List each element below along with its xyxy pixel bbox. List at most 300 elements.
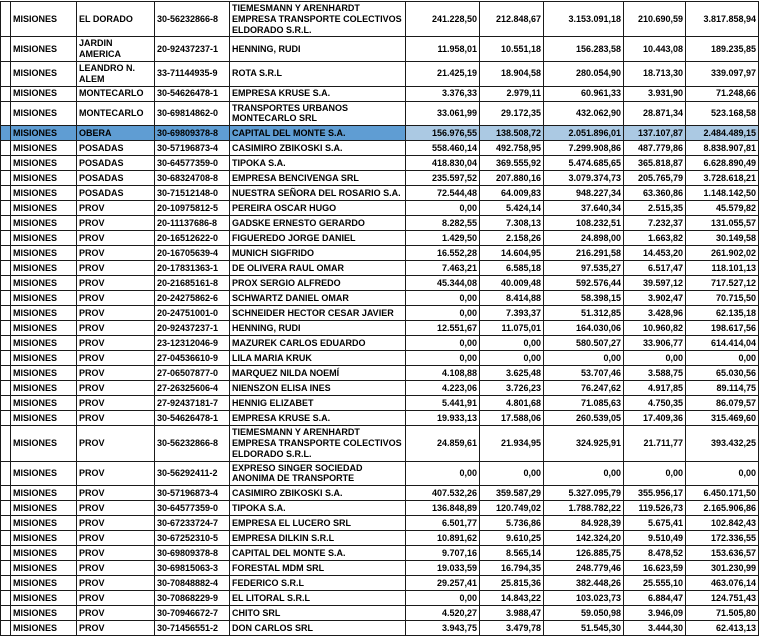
company-name-cell: CAPITAL DEL MONTE S.A. — [230, 546, 406, 561]
total-amount-cell: 62.413,13 — [686, 621, 759, 636]
amount-cell: 6.884,47 — [624, 591, 686, 606]
table-row[interactable] — [1, 141, 759, 156]
amount-cell: 3.588,75 — [624, 366, 686, 381]
row-left-margin-cell — [1, 321, 11, 336]
cuit-cell: 30-69815063-3 — [155, 561, 230, 576]
locality-cell: PROV — [77, 231, 155, 246]
amount-cell: 0,00 — [480, 351, 544, 366]
amount-cell: 136.848,89 — [406, 501, 480, 516]
amount-cell: 5.424,14 — [480, 201, 544, 216]
province-cell: MISIONES — [11, 366, 77, 381]
locality-cell: LEANDRO N. ALEM — [77, 61, 155, 86]
amount-cell: 16.794,35 — [480, 561, 544, 576]
company-name-cell: EXPRESO SINGER SOCIEDAD ANONIMA DE TRANSPORTE — [230, 461, 406, 486]
cuit-cell: 27-06507877-0 — [155, 366, 230, 381]
amount-cell: 365.818,87 — [624, 156, 686, 171]
locality-cell: OBERA — [77, 126, 155, 141]
amount-cell: 3.625,48 — [480, 366, 544, 381]
cuit-cell: 27-92437181-7 — [155, 396, 230, 411]
row-left-margin-cell — [1, 126, 11, 141]
province-cell: MISIONES — [11, 231, 77, 246]
amount-cell: 19.033,59 — [406, 561, 480, 576]
amount-cell: 76.247,62 — [544, 381, 624, 396]
row-left-margin-cell — [1, 186, 11, 201]
cuit-cell: 30-69809378-8 — [155, 126, 230, 141]
row-left-margin-cell — [1, 216, 11, 231]
amount-cell: 948.227,34 — [544, 186, 624, 201]
province-cell: MISIONES — [11, 321, 77, 336]
table-row[interactable] — [1, 546, 759, 561]
cuit-cell: 30-56232866-8 — [155, 2, 230, 37]
table-row[interactable] — [1, 216, 759, 231]
amount-cell: 64.009,83 — [480, 186, 544, 201]
locality-cell: PROV — [77, 246, 155, 261]
cuit-cell: 23-12312046-9 — [155, 336, 230, 351]
table-row[interactable] — [1, 591, 759, 606]
total-amount-cell: 315.469,60 — [686, 411, 759, 426]
cuit-cell: 30-54626478-1 — [155, 86, 230, 101]
province-cell: MISIONES — [11, 621, 77, 636]
amount-cell: 59.050,98 — [544, 606, 624, 621]
amount-cell: 212.848,67 — [480, 2, 544, 37]
cuit-cell: 27-04536610-9 — [155, 351, 230, 366]
row-left-margin-cell — [1, 156, 11, 171]
locality-cell: PROV — [77, 501, 155, 516]
amount-cell: 142.324,20 — [544, 531, 624, 546]
amount-cell: 84.928,39 — [544, 516, 624, 531]
company-name-cell: GADSKE ERNESTO GERARDO — [230, 216, 406, 231]
table-row[interactable] — [1, 186, 759, 201]
province-cell: MISIONES — [11, 561, 77, 576]
locality-cell: JARDIN AMERICA — [77, 37, 155, 62]
locality-cell: PROV — [77, 561, 155, 576]
table-row[interactable] — [1, 606, 759, 621]
table-row[interactable] — [1, 336, 759, 351]
amount-cell: 21.425,19 — [406, 61, 480, 86]
amount-cell: 39.597,12 — [624, 276, 686, 291]
amount-cell: 5.474.685,65 — [544, 156, 624, 171]
province-cell: MISIONES — [11, 276, 77, 291]
locality-cell: PROV — [77, 336, 155, 351]
company-name-cell: HENNING, RUDI — [230, 37, 406, 62]
total-amount-cell: 339.097,97 — [686, 61, 759, 86]
row-left-margin-cell — [1, 351, 11, 366]
amount-cell: 3.376,33 — [406, 86, 480, 101]
cuit-cell: 20-10975812-5 — [155, 201, 230, 216]
table-row[interactable] — [1, 231, 759, 246]
province-cell: MISIONES — [11, 201, 77, 216]
province-cell: MISIONES — [11, 291, 77, 306]
table-row[interactable] — [1, 576, 759, 591]
amount-cell: 97.535,27 — [544, 261, 624, 276]
amount-cell: 492.758,95 — [480, 141, 544, 156]
amount-cell: 8.414,88 — [480, 291, 544, 306]
province-cell: MISIONES — [11, 381, 77, 396]
locality-cell: PROV — [77, 461, 155, 486]
table-row[interactable] — [1, 261, 759, 276]
company-name-cell: HENNIG ELIZABET — [230, 396, 406, 411]
amount-cell: 29.257,41 — [406, 576, 480, 591]
amount-cell: 9.510,49 — [624, 531, 686, 546]
locality-cell: PROV — [77, 351, 155, 366]
locality-cell: PROV — [77, 306, 155, 321]
locality-cell: PROV — [77, 381, 155, 396]
row-left-margin-cell — [1, 141, 11, 156]
cuit-cell: 30-56232866-8 — [155, 426, 230, 461]
total-amount-cell: 118.101,13 — [686, 261, 759, 276]
cuit-cell: 20-92437237-1 — [155, 37, 230, 62]
locality-cell: PROV — [77, 486, 155, 501]
company-name-cell: NUESTRA SEÑORA DEL ROSARIO S.A. — [230, 186, 406, 201]
table-row[interactable] — [1, 396, 759, 411]
amount-cell: 164.030,06 — [544, 321, 624, 336]
amount-cell: 5.441,91 — [406, 396, 480, 411]
company-name-cell: FORESTAL MDM SRL — [230, 561, 406, 576]
table-row[interactable] — [1, 501, 759, 516]
amount-cell: 1.788.782,22 — [544, 501, 624, 516]
province-cell: MISIONES — [11, 336, 77, 351]
amount-cell: 24.859,61 — [406, 426, 480, 461]
total-amount-cell: 131.055,57 — [686, 216, 759, 231]
cuit-cell: 30-57196873-4 — [155, 486, 230, 501]
table-row[interactable] — [1, 291, 759, 306]
table-row[interactable] — [1, 101, 759, 126]
amount-cell: 17.409,36 — [624, 411, 686, 426]
amount-cell: 120.749,02 — [480, 501, 544, 516]
locality-cell: PROV — [77, 276, 155, 291]
company-name-cell: EMPRESA KRUSE S.A. — [230, 86, 406, 101]
province-cell: MISIONES — [11, 396, 77, 411]
table-row[interactable] — [1, 621, 759, 636]
total-amount-cell: 189.235,85 — [686, 37, 759, 62]
table-row[interactable] — [1, 531, 759, 546]
amount-cell: 8.565,14 — [480, 546, 544, 561]
company-name-cell: SCHNEIDER HECTOR CESAR JAVIER — [230, 306, 406, 321]
province-cell: MISIONES — [11, 216, 77, 231]
total-amount-cell: 2.484.489,15 — [686, 126, 759, 141]
locality-cell: PROV — [77, 546, 155, 561]
amount-cell: 241.228,50 — [406, 2, 480, 37]
amount-cell: 432.062,90 — [544, 101, 624, 126]
row-left-margin-cell — [1, 246, 11, 261]
province-cell: MISIONES — [11, 86, 77, 101]
cuit-cell: 30-69809378-8 — [155, 546, 230, 561]
amount-cell: 126.885,75 — [544, 546, 624, 561]
amount-cell: 8.478,52 — [624, 546, 686, 561]
total-amount-cell: 62.135,18 — [686, 306, 759, 321]
company-name-cell: FEDERICO S.R.L — [230, 576, 406, 591]
amount-cell: 0,00 — [480, 461, 544, 486]
amount-cell: 11.958,01 — [406, 37, 480, 62]
company-name-cell: TRANSPORTES URBANOS MONTECARLO SRL — [230, 101, 406, 126]
amount-cell: 0,00 — [624, 351, 686, 366]
table-row[interactable] — [1, 321, 759, 336]
row-left-margin-cell — [1, 546, 11, 561]
locality-cell: MONTECARLO — [77, 101, 155, 126]
amount-cell: 558.460,14 — [406, 141, 480, 156]
row-left-margin-cell — [1, 276, 11, 291]
amount-cell: 7.232,37 — [624, 216, 686, 231]
table-row[interactable] — [1, 61, 759, 86]
amount-cell: 51.312,85 — [544, 306, 624, 321]
amount-cell: 6.517,47 — [624, 261, 686, 276]
locality-cell: POSADAS — [77, 156, 155, 171]
amount-cell: 10.443,08 — [624, 37, 686, 62]
amount-cell: 2.051.896,01 — [544, 126, 624, 141]
total-amount-cell: 393.432,25 — [686, 426, 759, 461]
amount-cell: 11.075,01 — [480, 321, 544, 336]
province-cell: MISIONES — [11, 591, 77, 606]
company-name-cell: MARQUEZ NILDA NOEMÍ — [230, 366, 406, 381]
amount-cell: 12.551,67 — [406, 321, 480, 336]
total-amount-cell: 172.336,55 — [686, 531, 759, 546]
province-cell: MISIONES — [11, 101, 77, 126]
amount-cell: 4.750,35 — [624, 396, 686, 411]
table-row[interactable] — [1, 2, 759, 37]
company-name-cell: EMPRESA KRUSE S.A. — [230, 411, 406, 426]
row-left-margin-cell — [1, 486, 11, 501]
row-left-margin-cell — [1, 86, 11, 101]
company-name-cell: MUNICH SIGFRIDO — [230, 246, 406, 261]
locality-cell: POSADAS — [77, 171, 155, 186]
total-amount-cell: 0,00 — [686, 461, 759, 486]
amount-cell: 1.429,50 — [406, 231, 480, 246]
province-cell: MISIONES — [11, 576, 77, 591]
locality-cell: PROV — [77, 576, 155, 591]
company-name-cell: EMPRESA BENCIVENGA SRL — [230, 171, 406, 186]
company-name-cell: FIGUEREDO JORGE DANIEL — [230, 231, 406, 246]
amount-cell: 592.576,44 — [544, 276, 624, 291]
amount-cell: 248.779,46 — [544, 561, 624, 576]
amount-cell: 25.555,10 — [624, 576, 686, 591]
province-cell: MISIONES — [11, 261, 77, 276]
amount-cell: 4.917,85 — [624, 381, 686, 396]
amount-cell: 156.976,55 — [406, 126, 480, 141]
company-name-cell: TIEMESMANN Y ARENHARDT EMPRESA TRANSPORTE COLECTIVOS ELDORADO S.R.L. — [230, 2, 406, 37]
row-left-margin-cell — [1, 516, 11, 531]
province-cell: MISIONES — [11, 501, 77, 516]
amount-cell: 5.327.095,79 — [544, 486, 624, 501]
province-cell: MISIONES — [11, 531, 77, 546]
province-cell: MISIONES — [11, 156, 77, 171]
cuit-cell: 20-11137686-8 — [155, 216, 230, 231]
amount-cell: 0,00 — [480, 336, 544, 351]
row-left-margin-cell — [1, 576, 11, 591]
company-name-cell: SCHWARTZ DANIEL OMAR — [230, 291, 406, 306]
row-left-margin-cell — [1, 261, 11, 276]
company-name-cell: EMPRESA DILKIN S.R.L — [230, 531, 406, 546]
locality-cell: PROV — [77, 201, 155, 216]
amount-cell: 5.736,86 — [480, 516, 544, 531]
total-amount-cell: 65.030,56 — [686, 366, 759, 381]
total-amount-cell: 102.842,43 — [686, 516, 759, 531]
table-row[interactable] — [1, 366, 759, 381]
total-amount-cell: 86.079,57 — [686, 396, 759, 411]
row-left-margin-cell — [1, 231, 11, 246]
amount-cell: 8.282,55 — [406, 216, 480, 231]
amount-cell: 3.943,75 — [406, 621, 480, 636]
amount-cell: 16.552,28 — [406, 246, 480, 261]
total-amount-cell: 30.149,58 — [686, 231, 759, 246]
cuit-cell: 20-17831363-1 — [155, 261, 230, 276]
table-row[interactable] — [1, 171, 759, 186]
amount-cell: 1.663,82 — [624, 231, 686, 246]
amount-cell: 17.588,06 — [480, 411, 544, 426]
table-row[interactable] — [1, 246, 759, 261]
amount-cell: 235.597,52 — [406, 171, 480, 186]
row-left-margin-cell — [1, 291, 11, 306]
total-amount-cell: 153.636,57 — [686, 546, 759, 561]
amount-cell: 0,00 — [406, 351, 480, 366]
total-amount-cell: 71.505,80 — [686, 606, 759, 621]
company-table-body — [1, 2, 759, 636]
amount-cell: 3.931,90 — [624, 86, 686, 101]
province-cell: MISIONES — [11, 351, 77, 366]
amount-cell: 3.479,78 — [480, 621, 544, 636]
amount-cell: 4.108,88 — [406, 366, 480, 381]
row-left-margin-cell — [1, 501, 11, 516]
amount-cell: 45.344,08 — [406, 276, 480, 291]
amount-cell: 418.830,04 — [406, 156, 480, 171]
company-name-cell: TIPOKA S.A. — [230, 501, 406, 516]
row-left-margin-cell — [1, 531, 11, 546]
amount-cell: 51.545,30 — [544, 621, 624, 636]
company-name-cell: PEREIRA OSCAR HUGO — [230, 201, 406, 216]
total-amount-cell: 3.728.618,21 — [686, 171, 759, 186]
locality-cell: PROV — [77, 216, 155, 231]
amount-cell: 369.555,92 — [480, 156, 544, 171]
total-amount-cell: 70.715,50 — [686, 291, 759, 306]
amount-cell: 24.898,00 — [544, 231, 624, 246]
total-amount-cell: 614.414,04 — [686, 336, 759, 351]
table-row[interactable] — [1, 351, 759, 366]
amount-cell: 19.933,13 — [406, 411, 480, 426]
province-cell: MISIONES — [11, 546, 77, 561]
amount-cell: 280.054,90 — [544, 61, 624, 86]
locality-cell: EL DORADO — [77, 2, 155, 37]
table-row[interactable] — [1, 126, 759, 141]
table-row[interactable] — [1, 516, 759, 531]
amount-cell: 63.360,86 — [624, 186, 686, 201]
company-name-cell: CHITO SRL — [230, 606, 406, 621]
cuit-cell: 30-70868229-9 — [155, 591, 230, 606]
province-cell: MISIONES — [11, 246, 77, 261]
company-name-cell: HENNING, RUDI — [230, 321, 406, 336]
amount-cell: 10.960,82 — [624, 321, 686, 336]
amount-cell: 0,00 — [406, 291, 480, 306]
row-left-margin-cell — [1, 396, 11, 411]
row-left-margin-cell — [1, 201, 11, 216]
amount-cell: 14.843,22 — [480, 591, 544, 606]
locality-cell: PROV — [77, 291, 155, 306]
row-left-margin-cell — [1, 171, 11, 186]
cuit-cell: 27-26325606-4 — [155, 381, 230, 396]
table-row[interactable] — [1, 201, 759, 216]
amount-cell: 4.223,06 — [406, 381, 480, 396]
row-left-margin-cell — [1, 381, 11, 396]
amount-cell: 21.711,77 — [624, 426, 686, 461]
table-row[interactable] — [1, 411, 759, 426]
row-left-margin-cell — [1, 461, 11, 486]
cuit-cell: 30-70848882-4 — [155, 576, 230, 591]
row-left-margin-cell — [1, 591, 11, 606]
province-cell: MISIONES — [11, 2, 77, 37]
total-amount-cell: 6.628.890,49 — [686, 156, 759, 171]
table-row[interactable] — [1, 156, 759, 171]
amount-cell: 9.610,25 — [480, 531, 544, 546]
amount-cell: 7.393,37 — [480, 306, 544, 321]
table-row[interactable] — [1, 461, 759, 486]
amount-cell: 9.707,16 — [406, 546, 480, 561]
table-row[interactable] — [1, 37, 759, 62]
row-left-margin-cell — [1, 366, 11, 381]
amount-cell: 7.299.908,86 — [544, 141, 624, 156]
locality-cell: POSADAS — [77, 186, 155, 201]
locality-cell: PROV — [77, 411, 155, 426]
cuit-cell: 30-70946672-7 — [155, 606, 230, 621]
cuit-cell: 30-64577359-0 — [155, 156, 230, 171]
total-amount-cell: 71.248,66 — [686, 86, 759, 101]
amount-cell: 487.779,86 — [624, 141, 686, 156]
table-row[interactable] — [1, 276, 759, 291]
locality-cell: PROV — [77, 606, 155, 621]
company-name-cell: DE OLIVERA RAUL OMAR — [230, 261, 406, 276]
locality-cell: MONTECARLO — [77, 86, 155, 101]
amount-cell: 0,00 — [544, 461, 624, 486]
province-cell: MISIONES — [11, 426, 77, 461]
row-left-margin-cell — [1, 61, 11, 86]
table-row[interactable] — [1, 426, 759, 461]
amount-cell: 33.061,99 — [406, 101, 480, 126]
amount-cell: 0,00 — [406, 201, 480, 216]
table-row[interactable] — [1, 561, 759, 576]
table-row[interactable] — [1, 306, 759, 321]
table-row[interactable] — [1, 381, 759, 396]
company-name-cell: PROX SERGIO ALFREDO — [230, 276, 406, 291]
company-name-cell: DON CARLOS SRL — [230, 621, 406, 636]
province-cell: MISIONES — [11, 461, 77, 486]
amount-cell: 33.906,77 — [624, 336, 686, 351]
company-subsidy-table — [0, 1, 759, 636]
amount-cell: 207.880,16 — [480, 171, 544, 186]
row-left-margin-cell — [1, 2, 11, 37]
locality-cell: PROV — [77, 516, 155, 531]
total-amount-cell: 0,00 — [686, 351, 759, 366]
cuit-cell: 30-71456551-2 — [155, 621, 230, 636]
amount-cell: 7.308,13 — [480, 216, 544, 231]
table-row[interactable] — [1, 486, 759, 501]
amount-cell: 29.172,35 — [480, 101, 544, 126]
locality-cell: PROV — [77, 591, 155, 606]
locality-cell: PROV — [77, 426, 155, 461]
amount-cell: 2.515,35 — [624, 201, 686, 216]
cuit-cell: 20-16705639-4 — [155, 246, 230, 261]
total-amount-cell: 45.579,82 — [686, 201, 759, 216]
province-cell: MISIONES — [11, 126, 77, 141]
amount-cell: 3.444,30 — [624, 621, 686, 636]
table-row[interactable] — [1, 86, 759, 101]
amount-cell: 3.153.091,18 — [544, 2, 624, 37]
total-amount-cell: 717.527,12 — [686, 276, 759, 291]
amount-cell: 37.640,34 — [544, 201, 624, 216]
amount-cell: 138.508,72 — [480, 126, 544, 141]
amount-cell: 0,00 — [544, 351, 624, 366]
cuit-cell: 30-71512148-0 — [155, 186, 230, 201]
cuit-cell: 20-24751001-0 — [155, 306, 230, 321]
amount-cell: 53.707,46 — [544, 366, 624, 381]
amount-cell: 580.507,27 — [544, 336, 624, 351]
amount-cell: 25.815,36 — [480, 576, 544, 591]
